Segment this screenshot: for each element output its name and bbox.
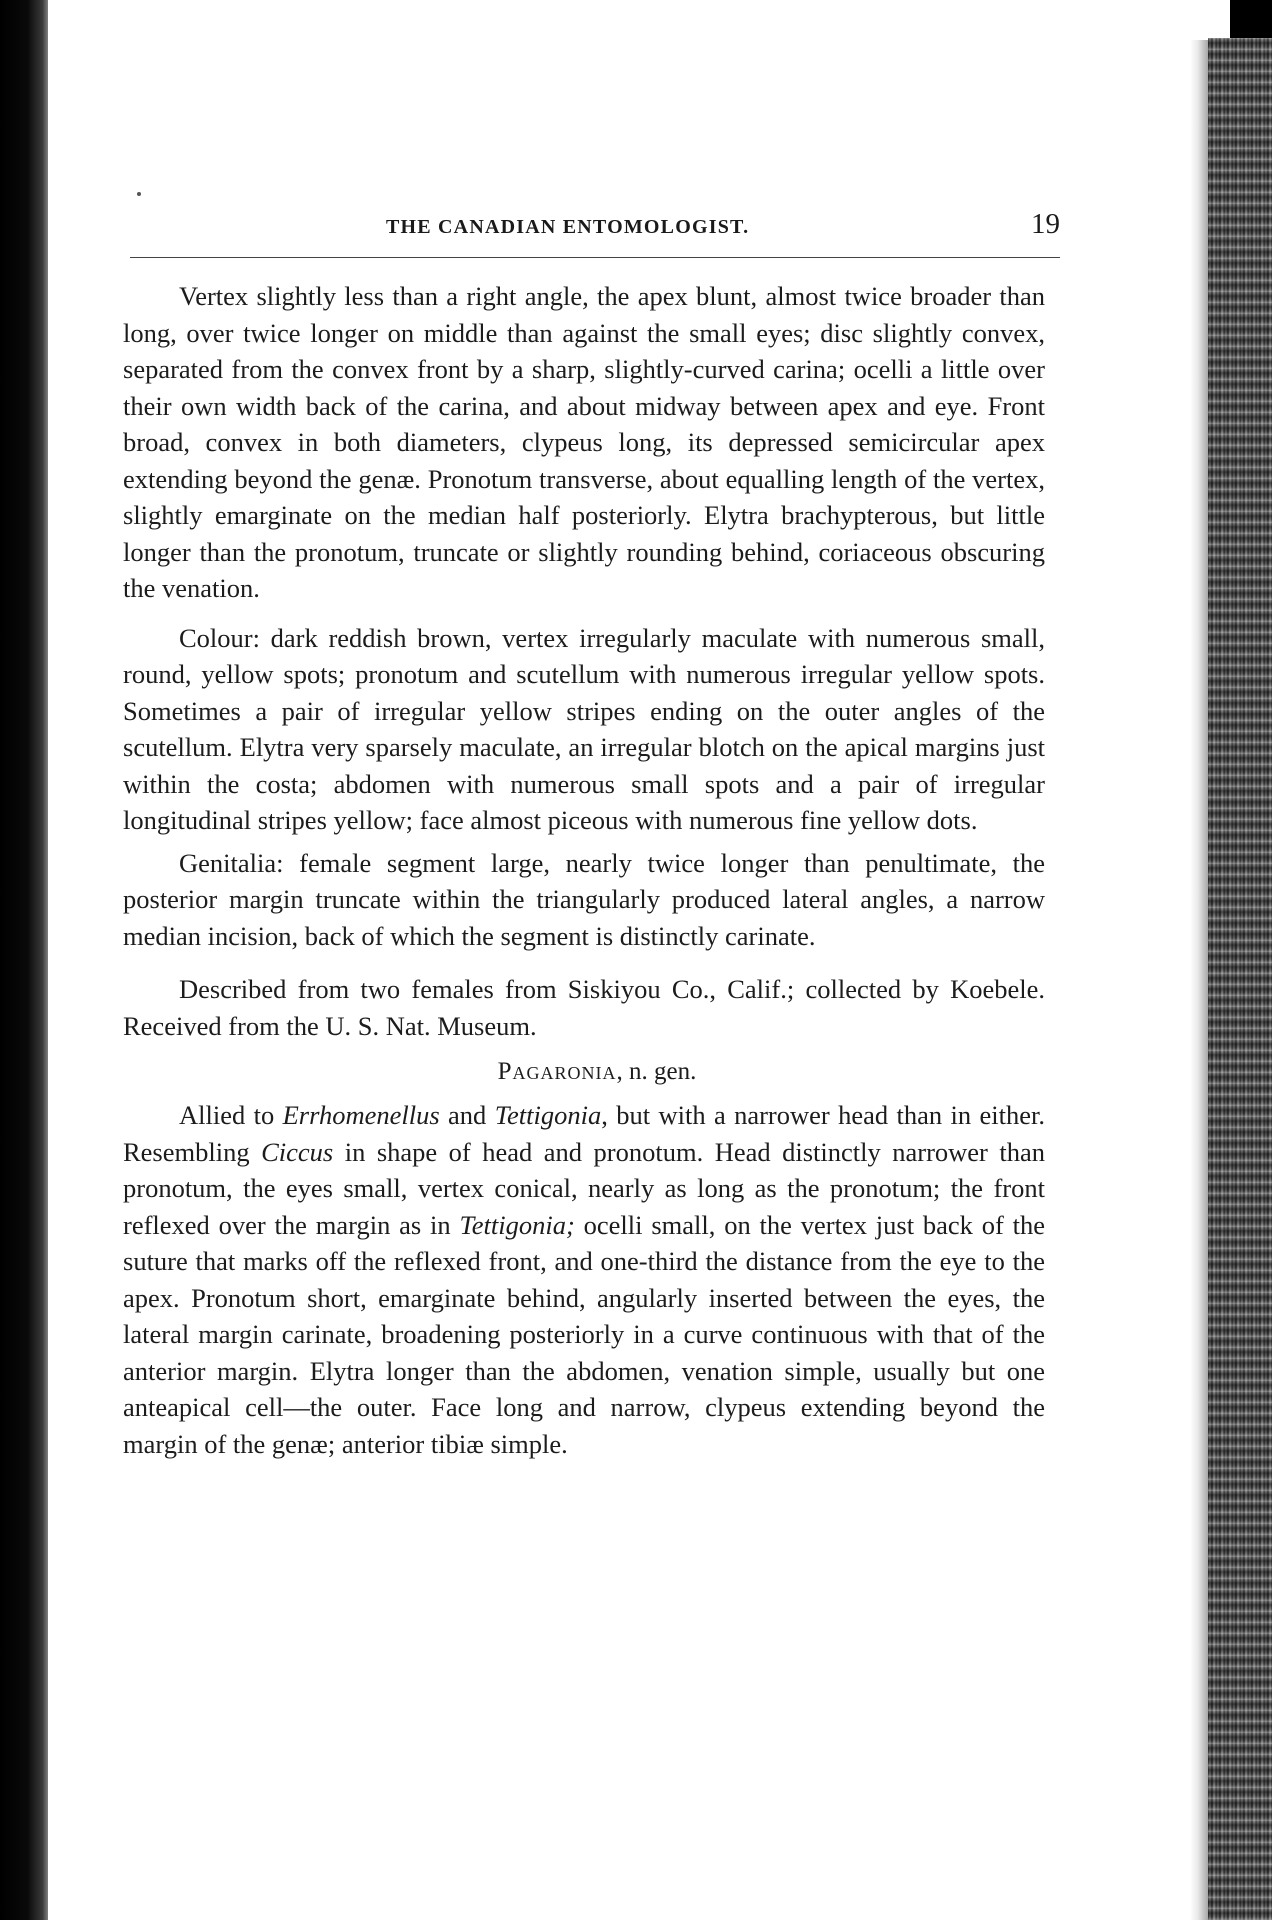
genus-errhomenellus: Errhomenellus <box>282 1100 440 1130</box>
allied-text-2: and <box>439 1100 495 1130</box>
header-rule <box>130 257 1060 258</box>
ink-speck <box>137 192 141 196</box>
genus-tettigonia: Tettigonia <box>494 1100 602 1130</box>
page-edges-stack <box>1208 38 1272 1920</box>
genus-ciccus: Ciccus <box>261 1136 334 1167</box>
page-edge-shade <box>1190 40 1210 1920</box>
paragraph-allied <box>123 1097 1045 1462</box>
paragraph-vertex: Vertex slightly less than a right angle, the apex blunt, almost twice broader than long, over twice longer on middle than against the small eyes; disc slightly convex, separated from the convex front by a sharp, slightly-curved carina; ocelli a little over their own width back of the carina, and about midway between apex and eye. Front broad, convex in both diameters, clypeus long, its depressed semicircular apex extending beyond the genæ. Pronotum transverse, about equalling length of the vertex, slightly emarginate on the median half posteriorly. Elytra brachypterous, but little longer than the pronotum, truncate or slightly rounding behind, coriaceous obscuring the venation. <box>123 281 1045 603</box>
genus-heading <box>123 1055 1045 1089</box>
binding-shadow <box>0 0 50 1920</box>
paragraph-colour: Colour: dark reddish brown, vertex irregularly maculate with numerous small, round, yellow spots; pronotum and scutellum with numerous irregular yellow spots. Sometimes a pair of irregular yellow stripes ending on the outer angles of the scutellum. Elytra very sparsely maculate, an irregular blotch on the apical margins just within the costa; abdomen with numerous small spots and a pair of irregular longitudinal stripes yellow; face almost piceous with numerous fine yellow dots. <box>123 622 1045 835</box>
allied-text-3: , but with a narrower head than in either. Resembling <box>123 1100 1045 1167</box>
allied-text-5: ocelli small, on the vertex just back of the suture that marks off the reflexed front, and one-third the distance from the eye to the apex. Pronotum short, emarginate behind, angularly inserted between the eyes, the lateral margin carinate, broadening posteriorly in a curve continuous with that of the anterior margin. Elytra longer than the abdomen, venation simple, usually but one anteapical cell—the outer. Face long and narrow, clypeus extending beyond the margin of the genæ; anterior tibiæ simple. <box>123 1209 1045 1459</box>
genus-tettigonia-2: Tettigonia; <box>459 1209 575 1240</box>
allied-text-1: Allied to <box>179 1100 283 1130</box>
genus-suffix: , n. gen. <box>616 1058 697 1085</box>
paragraph-genitalia: Genitalia: female segment large, nearly twice longer than penultimate, the posterior margin truncate within the triangularly produced lateral angles, a narrow median incision, back of which the segment is distinctly carinate. <box>123 847 1045 951</box>
article-body <box>123 278 1045 1462</box>
running-title: THE CANADIAN ENTOMOLOGIST. <box>386 216 750 238</box>
genus-name: Pagaronia <box>497 1058 617 1085</box>
page-number: 19 <box>1031 208 1060 240</box>
allied-text-4: in shape of head and pronotum. Head distinctly narrower than pronotum, the eyes small, vertex conical, nearly as long as the pronotum; the front reflexed over the margin as in <box>123 1136 1045 1240</box>
paragraph-described: Described from two females from Siskiyou Co., Calif.; collected by Koebele. Received from the U. S. Nat. Museum. <box>123 974 1045 1041</box>
page-header <box>130 208 1060 252</box>
